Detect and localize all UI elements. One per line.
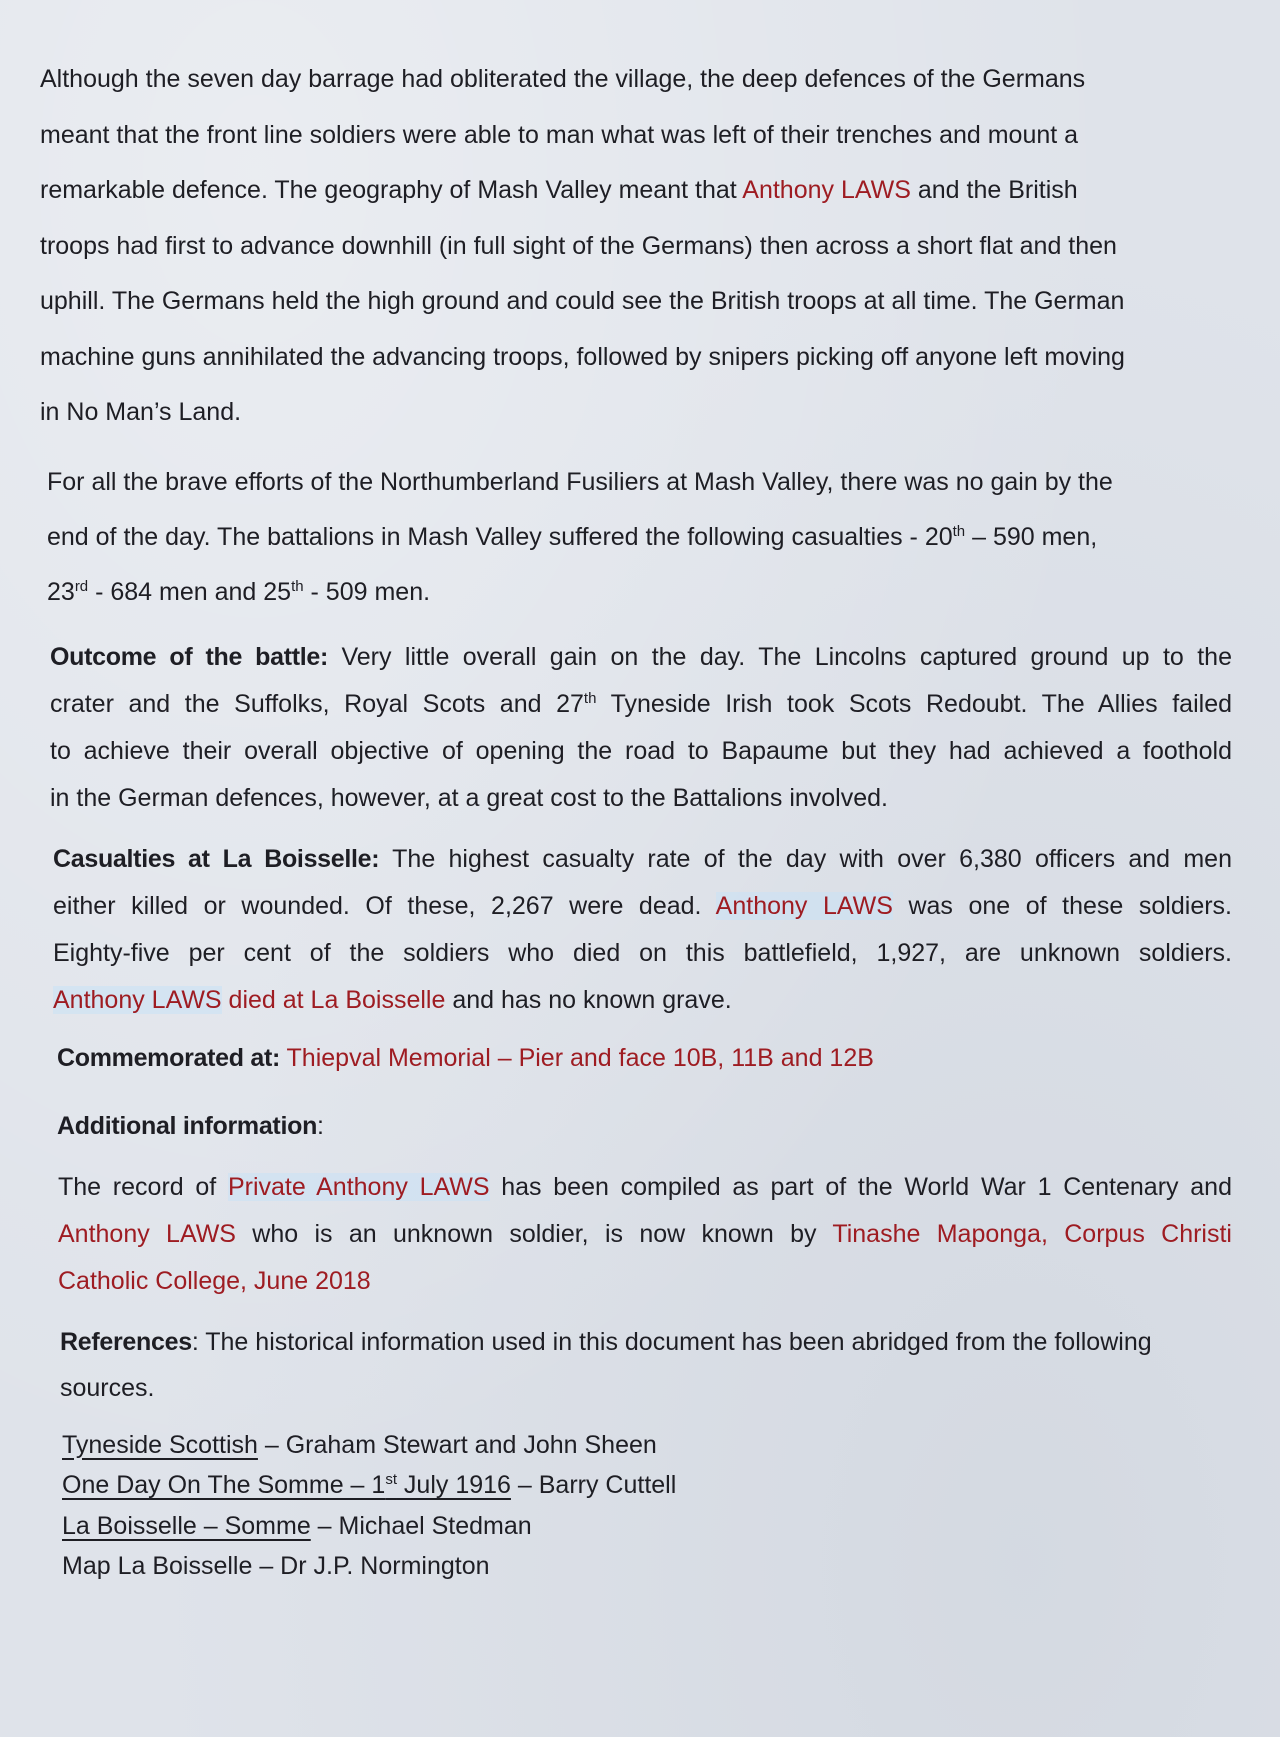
casualties-heading: Casualties at La Boisselle:: [53, 844, 380, 873]
paragraph-record: [58, 1164, 1232, 1305]
text-span: who is an unknown soldier, is now known by: [235, 1219, 833, 1248]
reference-title: La Boisselle – Somme: [62, 1511, 311, 1540]
text-span: The historical information used in this document has been abridged from the following: [198, 1327, 1152, 1356]
superscript: rd: [74, 577, 89, 595]
soldier-name-highlight: Anthony LAWS: [58, 1219, 236, 1248]
text-line: in the German defences, however, at a great cost to the Battalions involved.: [50, 783, 888, 812]
superscript: th: [952, 522, 966, 540]
reference-item: [62, 1546, 1232, 1587]
text-span: crater and the Suffolks, Royal Scots and 27: [50, 689, 584, 718]
reference-item: [62, 1425, 1232, 1466]
text-line: [53, 883, 1232, 930]
text-span: Tyneside Irish took Scots Redoubt. The Allies failed: [596, 689, 1232, 718]
text-line: [53, 977, 1232, 1024]
text-span: and the British: [910, 176, 1078, 204]
text-line: [50, 634, 1232, 681]
text-line: to achieve their overall objective of opening the road to Bapaume but they had achieved a foothold: [50, 736, 1232, 765]
text-span: Very little overall gain on the day. The Lincolns captured ground up to the: [328, 642, 1232, 671]
reference-author: – Barry Cuttell: [510, 1471, 677, 1499]
reference-title: [62, 1471, 511, 1499]
reference-author: – Graham Stewart and John Sheen: [257, 1430, 657, 1459]
text-span: 23: [47, 577, 75, 606]
soldier-name-highlight: Private Anthony LAWS: [227, 1172, 490, 1201]
paragraph-casualties: [53, 836, 1232, 1024]
text-line: [40, 163, 1232, 219]
text-line: machine guns annihilated the advancing troops, followed by snipers picking off anyone left moving: [40, 342, 1125, 371]
text-line: troops had first to advance downhill (in full sight of the Germans) then across a short flat and then: [40, 231, 1117, 260]
text-line: For all the brave efforts of the Northumberland Fusiliers at Mash Valley, there was no gain by the: [47, 467, 1113, 496]
text-span: - 684 men and 25: [88, 577, 292, 606]
text-line: [53, 836, 1232, 883]
memorial-value: Thiepval Memorial – Pier and face 10B, 11B and 12B: [286, 1043, 874, 1072]
text-line: [58, 1211, 1232, 1258]
text-span: One Day On The Somme – 1: [62, 1471, 386, 1499]
paragraph-fusiliers: [47, 455, 1232, 620]
references-heading: References: [60, 1327, 192, 1356]
text-span: and has no known grave.: [445, 985, 732, 1014]
text-span: remarkable defence. The geography of Mash Valley meant that: [40, 176, 743, 204]
text-span: July 1916: [396, 1471, 511, 1499]
additional-info-heading: Additional information: [57, 1111, 318, 1140]
reference-author: – Michael Stedman: [310, 1511, 532, 1540]
death-place: died at La Boisselle: [221, 985, 446, 1014]
text-span: either killed or wounded. Of these, 2,267 were dead.: [53, 891, 716, 920]
text-line: sources.: [60, 1373, 155, 1402]
reference-item: [62, 1465, 1232, 1506]
text-span: was one of these soldiers.: [892, 891, 1232, 920]
superscript: st: [385, 1471, 397, 1488]
reference-title: Map La Boisselle – Dr J.P. Normington: [62, 1552, 490, 1580]
text-span: end of the day. The battalions in Mash Valley suffered the following casualties - 20: [47, 522, 953, 551]
text-line: Eighty-five per cent of the soldiers who died on this battlefield, 1,927, are unknown soldiers.: [53, 938, 1232, 967]
references-intro: [60, 1319, 1232, 1411]
superscript: th: [291, 577, 304, 595]
reference-list: [62, 1425, 1232, 1587]
student-name: Tinashe Maponga, Corpus Christi: [832, 1219, 1232, 1248]
text-span: has been compiled as part of the World War 1 Centenary and: [489, 1172, 1232, 1201]
text-line: Although the seven day barrage had obliterated the village, the deep defences of the Germans: [40, 65, 1086, 93]
paragraph-outcome: [50, 634, 1232, 822]
outcome-heading: Outcome of the battle:: [50, 642, 329, 671]
text-line: in No Man’s Land.: [40, 398, 242, 426]
commemorated-heading: Commemorated at:: [57, 1043, 281, 1072]
text-line: [50, 681, 1232, 728]
text-span: - 509 men.: [303, 577, 431, 606]
reference-title: Tyneside Scottish: [62, 1430, 258, 1459]
text-line: [47, 565, 1232, 620]
soldier-name-highlight: Anthony LAWS: [715, 891, 893, 920]
text-line: [47, 510, 1232, 565]
text-line: meant that the front line soldiers were able to man what was left of their trenches and mount a: [40, 120, 1079, 149]
superscript: th: [583, 689, 597, 707]
text-line: [60, 1319, 1232, 1365]
commemorated-line: [57, 1038, 1232, 1078]
text-span: – 590 men,: [965, 522, 1098, 551]
reference-item: [62, 1506, 1232, 1547]
text-span: :: [191, 1327, 199, 1356]
soldier-name-highlight: Anthony LAWS: [53, 985, 222, 1014]
additional-info-heading-line: [57, 1106, 1232, 1146]
paragraph-mash-valley: [40, 52, 1232, 441]
school-and-date: Catholic College, June 2018: [58, 1266, 371, 1295]
text-span: :: [317, 1111, 324, 1140]
soldier-name-highlight: Anthony LAWS: [742, 176, 911, 204]
text-line: [58, 1164, 1232, 1211]
text-span: The highest casualty rate of the day with over 6,380 officers and men: [379, 844, 1232, 873]
text-span: The record of: [58, 1172, 228, 1201]
text-line: uphill. The Germans held the high ground and could see the British troops at all time. The German: [40, 287, 1125, 315]
